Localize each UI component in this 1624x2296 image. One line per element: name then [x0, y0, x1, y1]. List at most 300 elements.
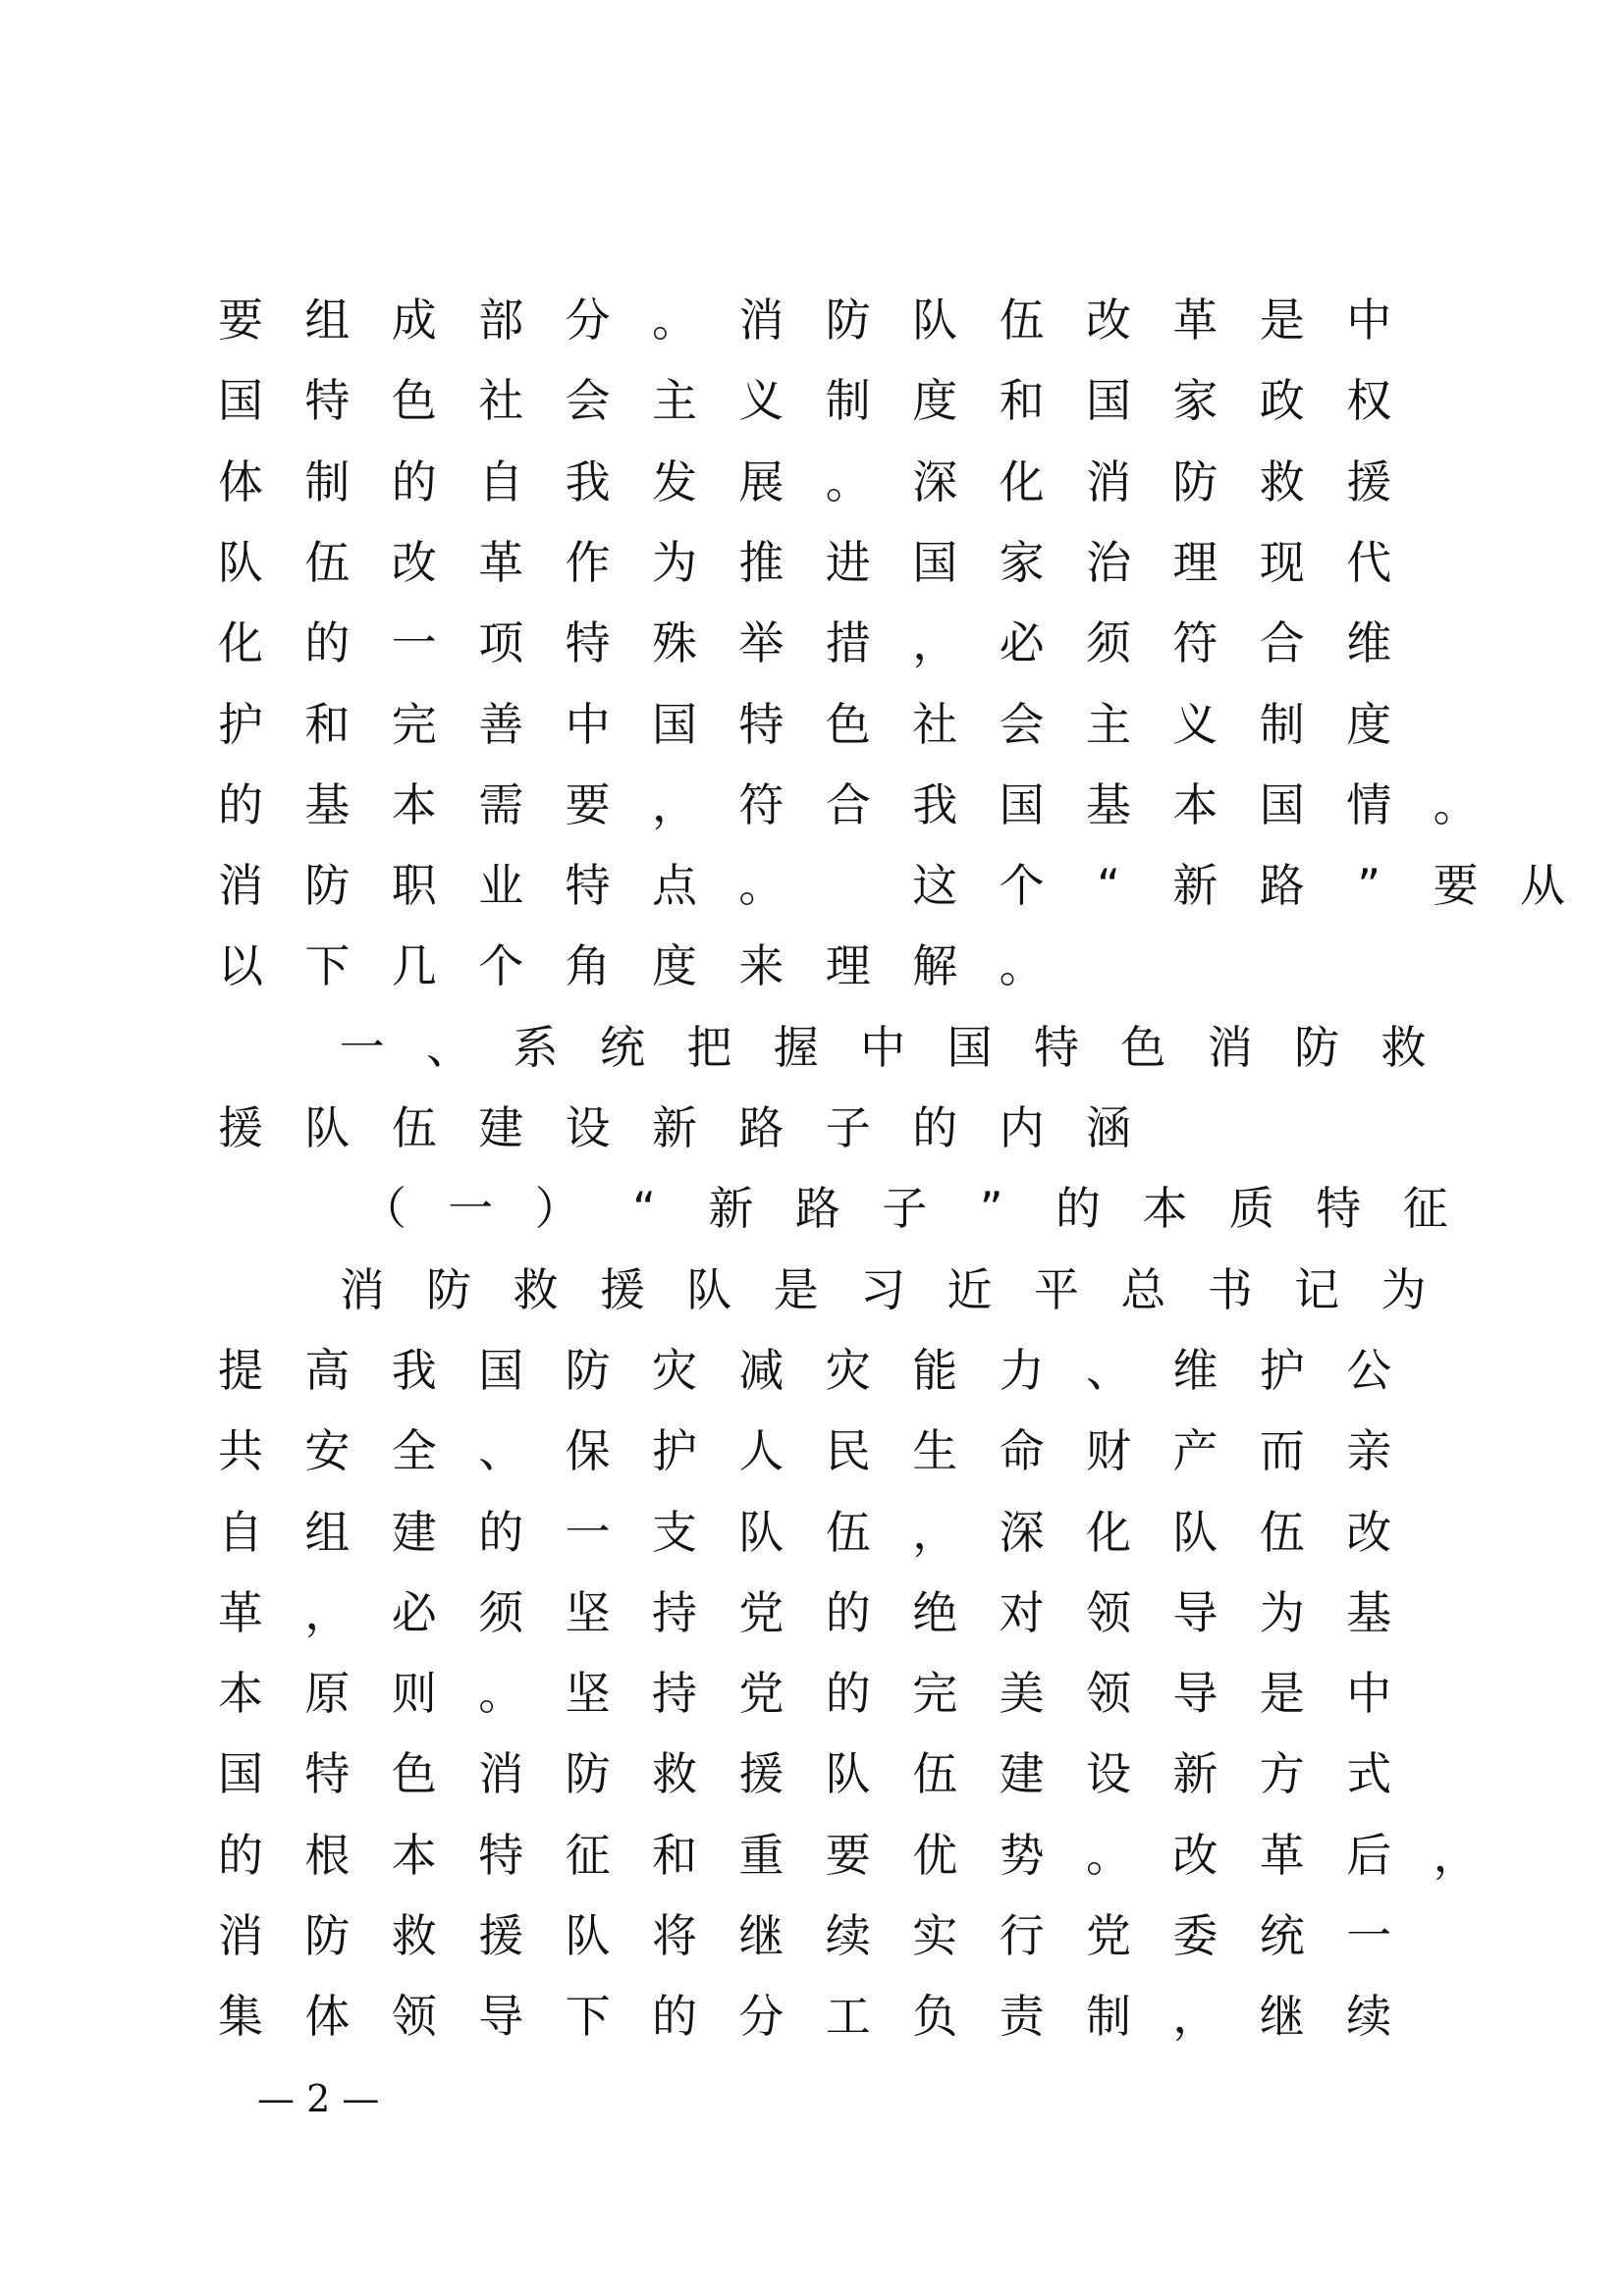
text-char: 护 — [652, 1424, 697, 1478]
text-char: 减 — [738, 1343, 785, 1397]
text-char: 深 — [999, 1505, 1045, 1559]
text-char: 自 — [218, 1505, 263, 1559]
text-char: 本 — [391, 777, 437, 831]
text-line — [0, 1906, 1624, 1965]
text-char: 组 — [304, 1505, 351, 1559]
text-char: 领 — [391, 1990, 437, 2044]
text-line — [0, 1744, 1624, 1803]
text-char: 救 — [652, 1747, 697, 1801]
text-char: 消 — [218, 859, 263, 913]
text-char: 几 — [391, 939, 437, 993]
text-char: 体 — [304, 1990, 351, 2044]
text-char: 一 — [448, 1182, 494, 1236]
text-char: ” — [1357, 859, 1381, 913]
text-char: 基 — [1086, 777, 1131, 831]
text-char: 党 — [738, 1667, 785, 1721]
text-char: 社 — [912, 697, 958, 751]
text-line — [0, 1826, 1624, 1885]
text-char: 救 — [391, 1909, 437, 1962]
text-char: ， — [304, 1585, 351, 1639]
text-char: 队 — [738, 1505, 785, 1559]
text-char: 伍 — [825, 1505, 871, 1559]
text-char: 持 — [652, 1667, 697, 1721]
text-char: 全 — [391, 1424, 437, 1478]
text-char: 的 — [478, 1505, 524, 1559]
text-char: 建 — [478, 1101, 524, 1154]
text-char: 防 — [1172, 454, 1218, 508]
text-char: 防 — [1294, 1020, 1340, 1074]
text-char: 。 — [1086, 1828, 1131, 1882]
text-line — [0, 695, 1624, 754]
text-char: 治 — [1086, 535, 1131, 589]
text-char: 制 — [1086, 1990, 1131, 2044]
text-char: 生 — [912, 1424, 958, 1478]
text-char: 。 — [1433, 777, 1479, 831]
text-char: 支 — [652, 1505, 697, 1559]
text-char: 国 — [1259, 777, 1305, 831]
text-char: 设 — [1086, 1747, 1131, 1801]
text-char: 制 — [1259, 697, 1305, 751]
text-char: 。 — [825, 454, 871, 508]
text-char: 理 — [1172, 535, 1218, 589]
text-line — [0, 291, 1624, 349]
text-char: 部 — [478, 294, 524, 347]
text-char: 权 — [1346, 374, 1392, 428]
text-char: 绝 — [912, 1585, 958, 1639]
text-char: 国 — [999, 777, 1045, 831]
text-char: 伍 — [1259, 1505, 1305, 1559]
text-char: 防 — [304, 1909, 351, 1962]
text-char: 领 — [1086, 1585, 1131, 1639]
text-char: 路 — [738, 1101, 785, 1154]
text-char: 平 — [1033, 1262, 1079, 1316]
text-char: 的 — [391, 454, 437, 508]
text-char: 伍 — [999, 294, 1045, 347]
text-char: 续 — [825, 1909, 871, 1962]
text-line — [0, 1260, 1624, 1319]
text-char: 队 — [912, 294, 958, 347]
text-char: 队 — [218, 535, 263, 589]
text-char: 基 — [1346, 1585, 1392, 1639]
text-char: 消 — [218, 1909, 263, 1962]
text-char: 必 — [391, 1585, 437, 1639]
text-char: ） — [534, 1182, 580, 1236]
text-char: 下 — [565, 1990, 611, 2044]
text-char: ， — [652, 777, 697, 831]
text-char: 持 — [652, 1585, 697, 1639]
text-char: 措 — [825, 616, 871, 670]
text-line — [0, 1421, 1624, 1480]
text-char: 本 — [391, 1828, 437, 1882]
text-char: ， — [912, 1505, 958, 1559]
text-char: 责 — [999, 1990, 1045, 2044]
text-char: 灾 — [825, 1343, 871, 1397]
text-char: 分 — [738, 1990, 785, 2044]
text-char: 要 — [1433, 859, 1479, 913]
text-char: 消 — [738, 294, 785, 347]
text-char: 、 — [1086, 1343, 1131, 1397]
text-char: 继 — [738, 1909, 785, 1962]
text-char: 中 — [1346, 294, 1392, 347]
text-line — [0, 1341, 1624, 1400]
text-char: 这 — [912, 859, 958, 913]
text-char: 防 — [565, 1747, 611, 1801]
text-char: 将 — [652, 1909, 697, 1962]
text-char: 国 — [478, 1343, 524, 1397]
text-char: 从 — [1520, 859, 1565, 913]
text-char: 统 — [599, 1020, 645, 1074]
text-char: 殊 — [652, 616, 697, 670]
text-char: 消 — [478, 1747, 524, 1801]
text-char: 以 — [218, 939, 263, 993]
text-char: 美 — [999, 1667, 1045, 1721]
text-char: 设 — [565, 1101, 611, 1154]
text-char: 角 — [565, 939, 611, 993]
text-line — [0, 1503, 1624, 1562]
text-char: 书 — [1207, 1262, 1253, 1316]
text-char: 我 — [391, 1343, 437, 1397]
text-char: 进 — [825, 535, 871, 589]
text-line — [0, 775, 1624, 834]
text-char: 民 — [825, 1424, 871, 1478]
text-char: 实 — [912, 1909, 958, 1962]
text-char: 善 — [478, 697, 524, 751]
text-char: （ — [360, 1182, 406, 1236]
text-char: 发 — [652, 454, 697, 508]
text-char: 的 — [1056, 1182, 1102, 1236]
text-char: 举 — [738, 616, 785, 670]
text-char: 改 — [391, 535, 437, 589]
text-char: 的 — [304, 616, 351, 670]
text-char: 的 — [912, 1101, 958, 1154]
text-char: 保 — [565, 1424, 611, 1478]
text-char: 优 — [912, 1828, 958, 1882]
text-char: 援 — [478, 1909, 524, 1962]
text-char: 色 — [1120, 1020, 1166, 1074]
text-char: 国 — [652, 697, 697, 751]
text-line — [0, 533, 1624, 592]
text-char: ， — [1172, 1990, 1218, 2044]
text-char: ， — [1433, 1828, 1479, 1882]
text-char: 改 — [1346, 1505, 1392, 1559]
text-char: 新 — [708, 1182, 754, 1236]
text-char: 援 — [599, 1262, 645, 1316]
text-char: 须 — [1086, 616, 1131, 670]
text-char: 国 — [218, 374, 263, 428]
text-char: 义 — [738, 374, 785, 428]
text-char: 社 — [478, 374, 524, 428]
text-char: 防 — [825, 294, 871, 347]
text-char: 势 — [999, 1828, 1045, 1882]
text-char: 建 — [391, 1505, 437, 1559]
text-char: 本 — [1172, 777, 1218, 831]
text-char: 中 — [1346, 1667, 1392, 1721]
text-char: 消 — [1086, 454, 1131, 508]
text-char: 。 — [478, 1667, 524, 1721]
text-char: 质 — [1228, 1182, 1274, 1236]
text-char: 职 — [391, 859, 437, 913]
text-char: 度 — [912, 374, 958, 428]
text-char: 护 — [218, 697, 263, 751]
text-char: 护 — [1259, 1343, 1305, 1397]
text-char: 近 — [947, 1262, 993, 1316]
text-char: 子 — [825, 1101, 871, 1154]
text-line — [0, 1018, 1624, 1077]
text-char: 人 — [738, 1424, 785, 1478]
text-char: 个 — [999, 859, 1045, 913]
text-char: 灾 — [652, 1343, 697, 1397]
text-char: 特 — [565, 859, 611, 913]
text-char: 党 — [1086, 1909, 1131, 1962]
text-line — [0, 453, 1624, 511]
text-char: 能 — [912, 1343, 958, 1397]
text-char: 义 — [1172, 697, 1218, 751]
text-char: 深 — [912, 454, 958, 508]
text-char: 要 — [218, 294, 263, 347]
text-char: ” — [979, 1182, 1003, 1236]
text-char: 新 — [1172, 1747, 1218, 1801]
text-char: 路 — [794, 1182, 840, 1236]
text-char: 为 — [1380, 1262, 1427, 1316]
text-char: 。 — [738, 859, 785, 913]
text-line — [0, 1098, 1624, 1157]
text-char: 是 — [1259, 294, 1305, 347]
text-char: 主 — [652, 374, 697, 428]
text-char: 度 — [652, 939, 697, 993]
text-char: 需 — [478, 777, 524, 831]
text-char: 下 — [304, 939, 351, 993]
text-char: 色 — [391, 374, 437, 428]
text-char: 涵 — [1086, 1101, 1131, 1154]
text-char: 革 — [1259, 1828, 1305, 1882]
text-char: 内 — [999, 1101, 1045, 1154]
text-char: 分 — [565, 294, 611, 347]
text-char: 坚 — [565, 1585, 611, 1639]
text-char: 政 — [1259, 374, 1305, 428]
text-char: 改 — [1172, 1828, 1218, 1882]
text-char: 维 — [1346, 616, 1392, 670]
text-char: 一 — [339, 1020, 385, 1074]
text-char: 特 — [304, 1747, 351, 1801]
text-char: 解 — [912, 939, 958, 993]
text-char: 救 — [1380, 1020, 1427, 1074]
text-char: 为 — [1259, 1585, 1305, 1639]
text-char: 则 — [391, 1667, 437, 1721]
text-char: 为 — [652, 535, 697, 589]
text-char: 命 — [999, 1424, 1045, 1478]
text-char: 续 — [1346, 1990, 1392, 2044]
text-char: 维 — [1172, 1343, 1218, 1397]
text-char: 原 — [304, 1667, 351, 1721]
text-char: 革 — [478, 535, 524, 589]
text-char: 队 — [825, 1747, 871, 1801]
text-char: 。 — [652, 294, 697, 347]
text-char: 把 — [686, 1020, 732, 1074]
text-line — [0, 371, 1624, 430]
text-char: 现 — [1259, 535, 1305, 589]
text-char: 化 — [1086, 1505, 1131, 1559]
text-char: 推 — [738, 535, 785, 589]
text-char: 我 — [565, 454, 611, 508]
text-char: 度 — [1346, 697, 1392, 751]
text-char: 领 — [1086, 1667, 1131, 1721]
text-char: 特 — [1316, 1182, 1362, 1236]
text-char: 来 — [738, 939, 785, 993]
text-char: 对 — [999, 1585, 1045, 1639]
text-line — [0, 1583, 1624, 1642]
text-char: 完 — [391, 697, 437, 751]
text-char: 色 — [391, 1747, 437, 1801]
text-char: 队 — [686, 1262, 732, 1316]
text-char: 亲 — [1346, 1424, 1392, 1478]
text-char: 点 — [652, 859, 697, 913]
text-char: “ — [632, 1182, 656, 1236]
text-char: 本 — [218, 1667, 263, 1721]
text-char: 路 — [1259, 859, 1305, 913]
text-char: 主 — [1086, 697, 1131, 751]
text-char: 征 — [565, 1828, 611, 1882]
text-char: 代 — [1346, 535, 1392, 589]
text-char: 展 — [738, 454, 785, 508]
text-char: 援 — [738, 1747, 785, 1801]
text-char: 坚 — [565, 1667, 611, 1721]
text-char: 子 — [882, 1182, 928, 1236]
text-char: 革 — [218, 1585, 263, 1639]
text-char: 我 — [912, 777, 958, 831]
text-char: 提 — [218, 1343, 263, 1397]
text-char: 总 — [1120, 1262, 1166, 1316]
text-char: 要 — [565, 777, 611, 831]
text-char: 方 — [1259, 1747, 1305, 1801]
text-char: 新 — [1172, 859, 1218, 913]
text-char: 导 — [478, 1990, 524, 2044]
text-char: 的 — [652, 1990, 697, 2044]
text-char: 防 — [565, 1343, 611, 1397]
page-number: — 2 — — [257, 2077, 380, 2120]
text-char: 援 — [1346, 454, 1392, 508]
text-char: 会 — [565, 374, 611, 428]
text-line — [0, 1179, 1624, 1238]
text-char: 消 — [1207, 1020, 1253, 1074]
text-char: 制 — [825, 374, 871, 428]
text-char: 、 — [478, 1424, 524, 1478]
text-char: 后 — [1346, 1828, 1392, 1882]
text-char: 化 — [999, 454, 1045, 508]
text-char: 国 — [218, 1747, 263, 1801]
text-char: 国 — [912, 535, 958, 589]
text-char: 会 — [999, 697, 1045, 751]
text-char: 伍 — [391, 1101, 437, 1154]
text-char: 作 — [565, 535, 611, 589]
text-char: 征 — [1402, 1182, 1448, 1236]
text-char: 基 — [304, 777, 351, 831]
text-char: 一 — [1346, 1909, 1392, 1962]
text-char: 业 — [478, 859, 524, 913]
text-char: 改 — [1086, 294, 1131, 347]
text-char: 理 — [825, 939, 871, 993]
text-char: 委 — [1172, 1909, 1218, 1962]
text-char: 习 — [860, 1262, 906, 1316]
text-char: 中 — [860, 1020, 906, 1074]
text-char: 特 — [1033, 1020, 1079, 1074]
text-char: 集 — [218, 1990, 263, 2044]
text-char: 的 — [218, 1828, 263, 1882]
text-char: 产 — [1172, 1424, 1218, 1478]
text-char: 系 — [513, 1020, 559, 1074]
text-char: 工 — [825, 1990, 871, 2044]
text-char: 救 — [513, 1262, 559, 1316]
text-char: 革 — [1172, 294, 1218, 347]
text-char: 导 — [1172, 1667, 1218, 1721]
text-line — [0, 1664, 1624, 1723]
text-char: 是 — [1259, 1667, 1305, 1721]
text-char: 是 — [773, 1262, 819, 1316]
text-char: 的 — [218, 777, 263, 831]
text-char: 导 — [1172, 1585, 1218, 1639]
text-char: 继 — [1259, 1990, 1305, 2044]
text-char: 的 — [825, 1667, 871, 1721]
text-char: 情 — [1346, 777, 1392, 831]
text-char: 化 — [218, 616, 263, 670]
text-char: 合 — [825, 777, 871, 831]
text-char: 符 — [1172, 616, 1218, 670]
text-char: 防 — [304, 859, 351, 913]
text-char: 握 — [773, 1020, 819, 1074]
text-char: 成 — [391, 294, 437, 347]
text-char: “ — [1097, 859, 1120, 913]
text-char: 制 — [304, 454, 351, 508]
text-char: 自 — [478, 454, 524, 508]
text-char: 家 — [1172, 374, 1218, 428]
text-char: 行 — [999, 1909, 1045, 1962]
text-char: 国 — [947, 1020, 993, 1074]
text-char: 根 — [304, 1828, 351, 1882]
text-char: 防 — [426, 1262, 472, 1316]
text-char: 高 — [304, 1343, 351, 1397]
text-char: 本 — [1142, 1182, 1188, 1236]
text-char: 公 — [1346, 1343, 1392, 1397]
text-char: 援 — [218, 1101, 263, 1154]
text-char: 家 — [999, 535, 1045, 589]
text-char: 队 — [565, 1909, 611, 1962]
text-char: 伍 — [912, 1747, 958, 1801]
text-char: 组 — [304, 294, 351, 347]
text-char: 体 — [218, 454, 263, 508]
text-char: 而 — [1259, 1424, 1305, 1478]
text-char: 力 — [999, 1343, 1045, 1397]
text-char: 式 — [1346, 1747, 1392, 1801]
text-char: 救 — [1259, 454, 1305, 508]
text-char: 和 — [999, 374, 1045, 428]
text-char: 完 — [912, 1667, 958, 1721]
text-char: 要 — [825, 1828, 871, 1882]
text-char: 合 — [1259, 616, 1305, 670]
text-char: 伍 — [304, 535, 351, 589]
text-char: 财 — [1086, 1424, 1131, 1478]
text-char: 队 — [304, 1101, 351, 1154]
text-char: 一 — [391, 616, 437, 670]
text-char: 新 — [652, 1101, 697, 1154]
text-line — [0, 936, 1624, 995]
text-char: 消 — [339, 1262, 385, 1316]
text-line — [0, 1987, 1624, 2046]
text-char: 记 — [1294, 1262, 1340, 1316]
text-char: ， — [912, 616, 958, 670]
text-char: 特 — [738, 697, 785, 751]
text-char: 特 — [478, 1828, 524, 1882]
text-char: 中 — [565, 697, 611, 751]
text-char: 统 — [1259, 1909, 1305, 1962]
